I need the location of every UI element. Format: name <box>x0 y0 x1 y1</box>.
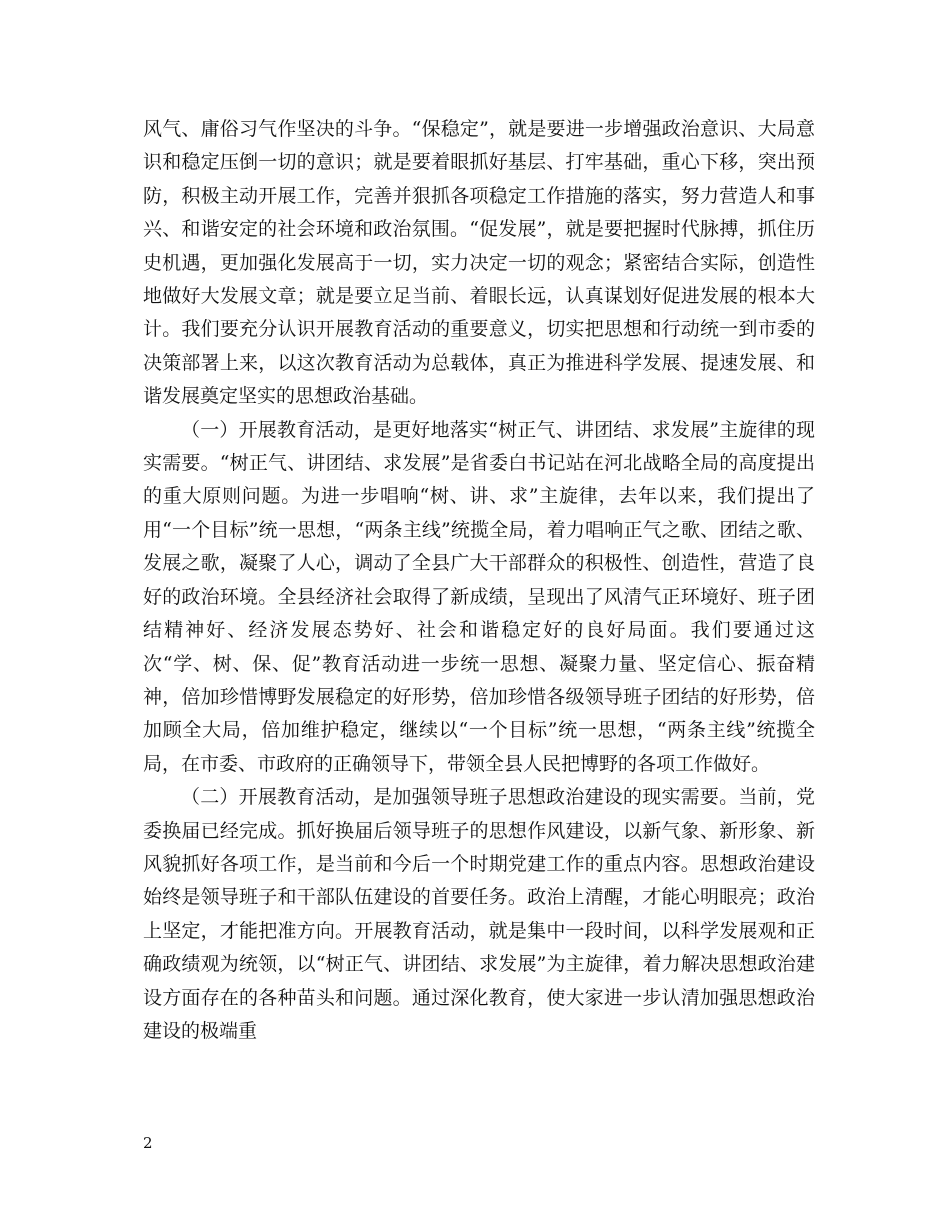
paragraph-continuation: 风气、庸俗习气作坚决的斗争。“保稳定”，就是要进一步增强政治意识、大局意识和稳定压倒一切的意识；就是要着眼抓好基层、打牢基础，重心下移，突出预防，积极主动开展工作，完善并狠抓各项稳定工作措施的落实，努力营造人和事兴、和谐安定的社会环境和政治氛围。“促发展”，就是要把握时代脉搏，抓住历史机遇，更加强化发展高于一切，实力决定一切的观念；紧密结合实际，创造性地做好大发展文章；就是要立足当前、着眼长远，认真谋划好促进发展的根本大计。我们要充分认识开展教育活动的重要意义，切实把思想和行动统一到市委的决策部署上来，以这次教育活动为总载体，真正为推进科学发展、提速发展、和谐发展奠定坚实的思想政治基础。 <box>143 118 815 408</box>
page-number: 2 <box>143 1134 153 1152</box>
paragraph-section-two: （二）开展教育活动，是加强领导班子思想政治建设的现实需要。当前，党委换届已经完成。抓好换届后领导班子的思想作风建设，以新气象、新形象、新风貌抓好各项工作，是当前和今后一个时期党建工作的重点内容。思想政治建设始终是领导班子和干部队伍建设的首要任务。政治上清醒，才能心明眼亮；政治上坚定，才能把准方向。开展教育活动，就是集中一段时间，以科学发展观和正确政绩观为统领，以“树正气、讲团结、求发展”为主旋律，着力解决思想政治建设方面存在的各种苗头和问题。通过深化教育，使大家进一步认清加强思想政治建设的极端重 <box>143 786 815 1042</box>
body-text <box>143 113 815 1048</box>
paragraph-section-one: （一）开展教育活动，是更好地落实“树正气、讲团结、求发展”主旋律的现实需要。“树正气、讲团结、求发展”是省委白书记站在河北战略全局的高度提出的重大原则问题。为进一步唱响“树、讲、求”主旋律，去年以来，我们提出了用“一个目标”统一思想，“两条主线”统揽全局，着力唱响正气之歌、团结之歌、发展之歌，凝聚了人心，调动了全县广大干部群众的积极性、创造性，营造了良好的政治环境。全县经济社会取得了新成绩，呈现出了风清气正环境好、班子团结精神好、经济发展态势好、社会和谐稳定好的良好局面。我们要通过这次“学、树、保、促”教育活动进一步统一思想、凝聚力量、坚定信心、振奋精神，倍加珍惜博野发展稳定的好形势，倍加珍惜各级领导班子团结的好形势，倍加顾全大局，倍加维护稳定，继续以“一个目标”统一思想，“两条主线”统揽全局，在市委、市政府的正确领导下，带领全县人民把博野的各项工作做好。 <box>143 418 815 775</box>
